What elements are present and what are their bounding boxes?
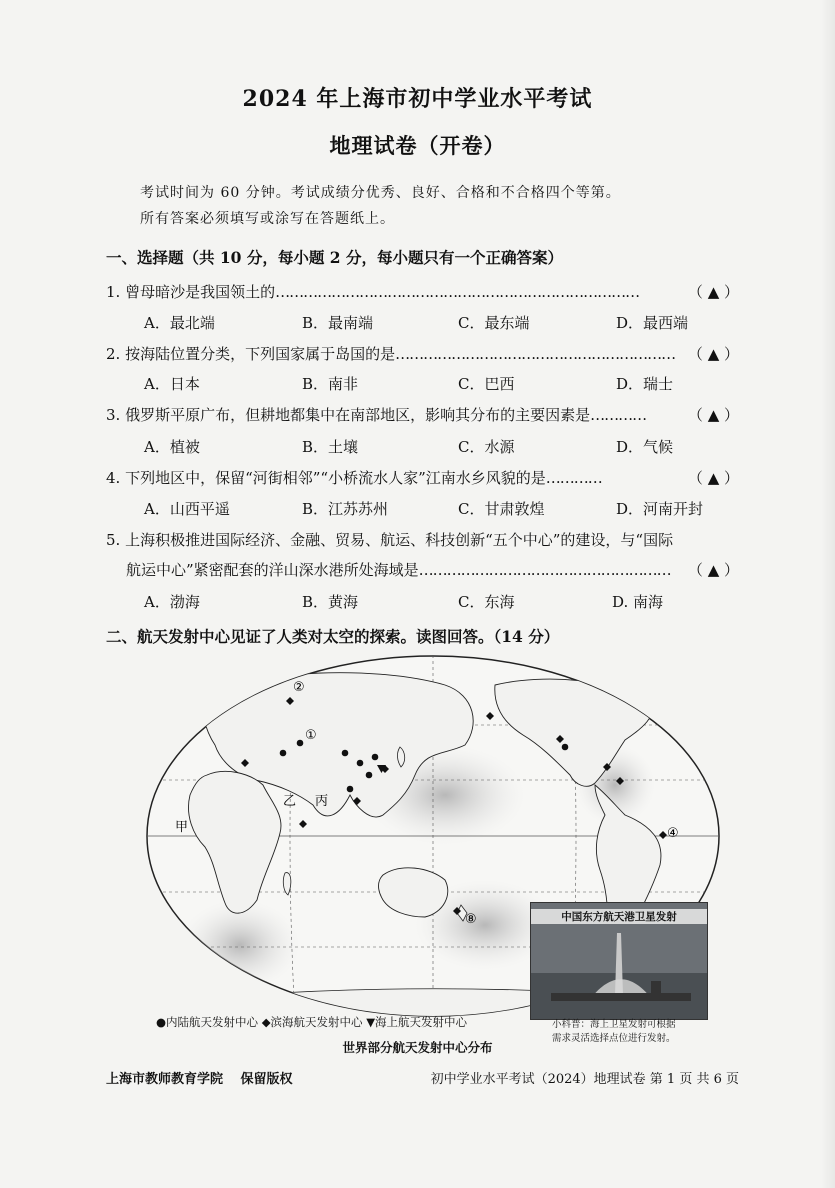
question-4-option-d[interactable]: D．河南开封	[616, 500, 704, 518]
exam-title: 2024 年上海市初中学业水平考试	[242, 86, 593, 112]
exam-notice-answers: 所有答案必须填写或涂写在答题纸上。	[140, 211, 395, 227]
section1-heading: 一、选择题（共 10 分，每小题 2 分，每小题只有一个正确答案）	[106, 248, 563, 267]
inset-photo-title: 中国东方航天港卫星发射	[531, 909, 707, 924]
question-3-option-a[interactable]: A．植被	[144, 438, 200, 456]
map-label-bing: 丙	[315, 794, 329, 809]
map-legend: ●内陆航天发射中心 ◆滨海航天发射中心 ▼海上航天发射中心	[156, 1015, 468, 1029]
question-5-option-c[interactable]: C．东海	[458, 593, 515, 611]
map-label-circle-1: ①	[305, 728, 317, 743]
map-label-circle-8: ⑧	[465, 912, 477, 927]
question-3-option-d[interactable]: D．气候	[616, 438, 674, 456]
question-1-answer-mark: （ ▲ ）	[687, 283, 739, 301]
question-2-option-d[interactable]: D．瑞士	[616, 375, 674, 393]
question-3-option-b[interactable]: B．土壤	[302, 438, 359, 456]
question-5-stem-line2: 航运中心”紧密配套的洋山深水港所处海域是………………………………………………	[126, 561, 671, 579]
question-4-option-b[interactable]: B．江苏苏州	[302, 500, 389, 518]
question-3-option-c[interactable]: C．水源	[458, 438, 515, 456]
question-5-option-d[interactable]: D. 南海	[612, 593, 664, 611]
question-5-stem-line1: 5. 上海积极推进国际经济、金融、贸易、航运、科技创新“五个中心”的建设，与“国际	[106, 531, 674, 549]
question-5-option-b[interactable]: B．黄海	[302, 593, 359, 611]
exam-notice-time: 考试时间为 60 分钟。考试成绩分优秀、良好、合格和不合格四个等第。	[140, 185, 621, 201]
map-label-circle-4: ④	[667, 826, 679, 841]
footer-publisher: 上海市教师教育学院 保留版权	[106, 1072, 293, 1087]
question-1-option-d[interactable]: D．最西端	[616, 314, 689, 332]
kepu-note-line1: 小科普：海上卫星发射可根据	[552, 1019, 676, 1030]
scan-edge-shadow	[821, 0, 835, 1188]
question-2-option-c[interactable]: C．巴西	[458, 375, 515, 393]
map-label-circle-2: ②	[293, 680, 305, 695]
kepu-note	[552, 1018, 722, 1046]
map-caption: 世界部分航天发射中心分布	[342, 1040, 493, 1055]
question-1-option-c[interactable]: C．最东端	[458, 314, 530, 332]
question-1-option-b[interactable]: B．最南端	[302, 314, 374, 332]
question-3-answer-mark: （ ▲ ）	[687, 406, 739, 424]
kepu-note-line2: 需求灵活选择点位进行发射。	[552, 1033, 676, 1044]
question-2-option-a[interactable]: A．日本	[144, 375, 200, 393]
question-2-answer-mark: （ ▲ ）	[687, 345, 739, 363]
question-1-option-a[interactable]: A．最北端	[144, 314, 215, 332]
footer-page-info: 初中学业水平考试（2024）地理试卷 第 1 页 共 6 页	[430, 1072, 739, 1087]
question-4-option-a[interactable]: A．山西平遥	[144, 500, 230, 518]
question-1-stem: 1. 曾母暗沙是我国领土的……………………………………………………………………	[106, 283, 640, 301]
question-3-stem: 3. 俄罗斯平原广布，但耕地都集中在南部地区，影响其分布的主要因素是…………	[106, 406, 647, 424]
question-2-option-b[interactable]: B．南非	[302, 375, 359, 393]
exam-subtitle: 地理试卷（开卷）	[329, 133, 506, 158]
question-5-answer-mark: （ ▲ ）	[687, 561, 739, 579]
inset-photo-sea-launch	[530, 902, 708, 1020]
question-4-option-c[interactable]: C．甘肃敦煌	[458, 500, 545, 518]
question-4-answer-mark: （ ▲ ）	[687, 469, 739, 487]
question-5-option-a[interactable]: A．渤海	[144, 593, 200, 611]
question-2-stem: 2. 按海陆位置分类，下列国家属于岛国的是……………………………………………………	[106, 345, 676, 363]
map-label-yi: 乙	[283, 794, 297, 809]
section2-heading: 二、航天发射中心见证了人类对太空的探索。读图回答。（14 分）	[106, 627, 560, 646]
map-label-jia: 甲	[175, 820, 189, 835]
question-4-stem: 4. 下列地区中，保留“河街相邻”“小桥流水人家”江南水乡风貌的是…………	[106, 469, 602, 487]
